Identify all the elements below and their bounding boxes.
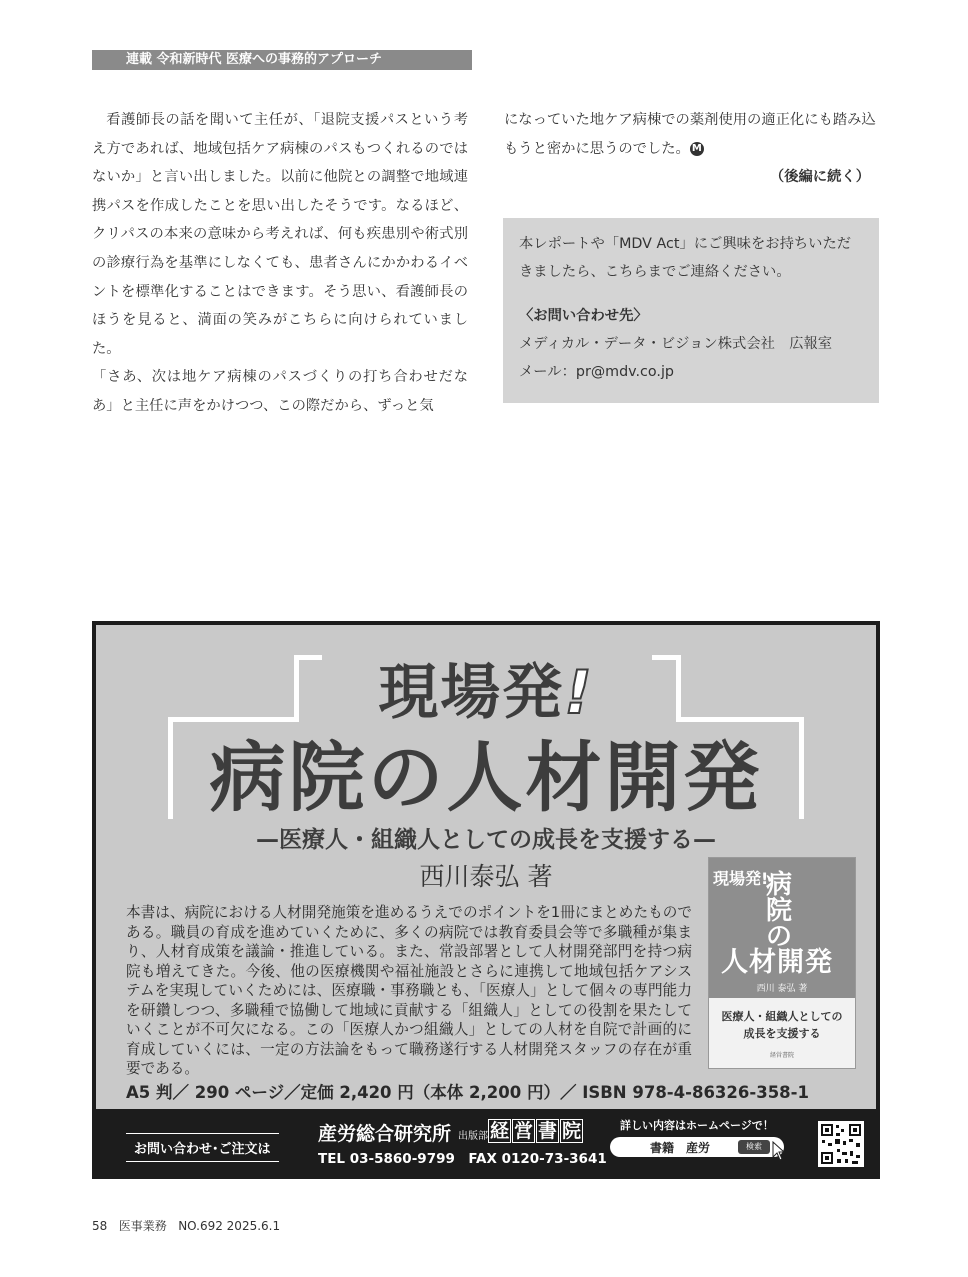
- ad-author: 西川泰弘 著: [419, 862, 553, 891]
- book-advertisement: [92, 621, 880, 1179]
- search-box[interactable]: [610, 1137, 784, 1157]
- contact-company: メディカル・データ・ビジョン株式会社 広報室: [519, 336, 833, 352]
- qr-code-icon[interactable]: [818, 1121, 864, 1167]
- ad-description: 本書は、病院における人材開発施策を進めるうえでのポイントを1冊にまとめたものである。職員の育成を進めていくために、多くの病院では教育委員会等で多職種が集まり、人材育成策を議論・推進している。また、常設部署として人材開発部門を持つ病院も増えてきた。今後、他の医療機関や福祉施設とさらに連携して地域包括ケアシステムを実現していくためには、医療職・事務職とも、「医療人」として個々の専門能力を研鑽しつつ、多職種で協働して地域に貢献する「組織人」としての役割を果たしていくことが不可欠になる。この「医療人かつ組織人」としての人材を自院で計画的に育成していくには、一定の方法論をもって職務遂行する人材開発スタッフの存在が重要である。: [126, 904, 692, 1077]
- order-label: お問い合わせ･ご注文は: [126, 1133, 279, 1162]
- ad-title-line2: 病院の人材開発: [209, 733, 763, 822]
- publisher-tel: TEL 03-5860-9799 FAX 0120-73-3641: [318, 1151, 607, 1167]
- continued-note: （後編に続く）: [769, 169, 870, 186]
- article-paragraph: 看護師長の話を聞いて主任が、「退院支援パスという考え方であれば、地域包括ケア病棟のパスもつくれるのではないか」と言い出しました。以前に他院との調整で地域連携パスを作成したことを思い出したそうです。なるほど、クリパスの本来の意味から考えれば、何も疾患別や術式別の診療行為を基準にしなくても、患者さんにかかわるイベントを標準化することはできます。そう思い、看護師長のほうを見ると、満面の笑みがこちらに向けられていました。: [92, 112, 468, 357]
- article-paragraph-continued: になっていた地ケア病棟での薬剤使用の適正化にも踏み込もうと密かに思うのでした。 M: [504, 112, 876, 157]
- cursor-icon: [772, 1141, 786, 1161]
- publisher-dept: 出版部: [458, 1131, 488, 1142]
- end-mark-icon: M: [690, 142, 704, 156]
- ad-subtitle: —医療人・組織人としての成長を支援する—: [256, 827, 716, 853]
- series-title: 連載 令和新時代 医療への事務的アプローチ: [126, 52, 383, 67]
- publisher-name: 産労総合研究所: [318, 1123, 452, 1145]
- web-note: 詳しい内容はホームページで！: [620, 1119, 774, 1132]
- publisher-brand: 経 営 書 院: [490, 1120, 582, 1142]
- article-right-column: [504, 106, 880, 192]
- contact-box: [503, 218, 879, 403]
- issue-info: NO.692 2025.6.1: [178, 1219, 281, 1233]
- article-left-column: [92, 106, 468, 421]
- series-header: [92, 50, 472, 70]
- contact-heading: 〈お問い合わせ先〉: [519, 308, 648, 324]
- ad-specs: A5 判／ 290 ページ／定価 2,420 円（本体 2,200 円）／ ISBN 978-4-86326-358-1: [126, 1083, 809, 1102]
- search-text: 書籍 産労: [650, 1141, 711, 1155]
- contact-email: メール：pr@mdv.co.jp: [519, 364, 674, 380]
- ad-title-line1: 現場発!: [378, 658, 594, 728]
- book-cover-image: 現場発! 病院の 人材開発 西川 泰弘 著 医療人・組織人としての 成長を支援する 経営書院: [708, 857, 856, 1069]
- article-paragraph: 「さあ、次は地ケア病棟のパスづくりの打ち合わせだなあ」と主任に声をかけつつ、この際だから、ずっと気: [92, 369, 468, 414]
- contact-intro: 本レポートや「MDV Act」にご興味をお持ちいただきましたら、こちらまでご連絡ください。: [519, 236, 852, 280]
- page-footer: [92, 1217, 280, 1234]
- ad-order-bar: [96, 1113, 876, 1175]
- search-button[interactable]: 検索: [738, 1140, 770, 1154]
- magazine-name: 医事業務: [118, 1219, 167, 1233]
- page-number: 58: [92, 1219, 108, 1233]
- ad-main-panel: [96, 625, 876, 1109]
